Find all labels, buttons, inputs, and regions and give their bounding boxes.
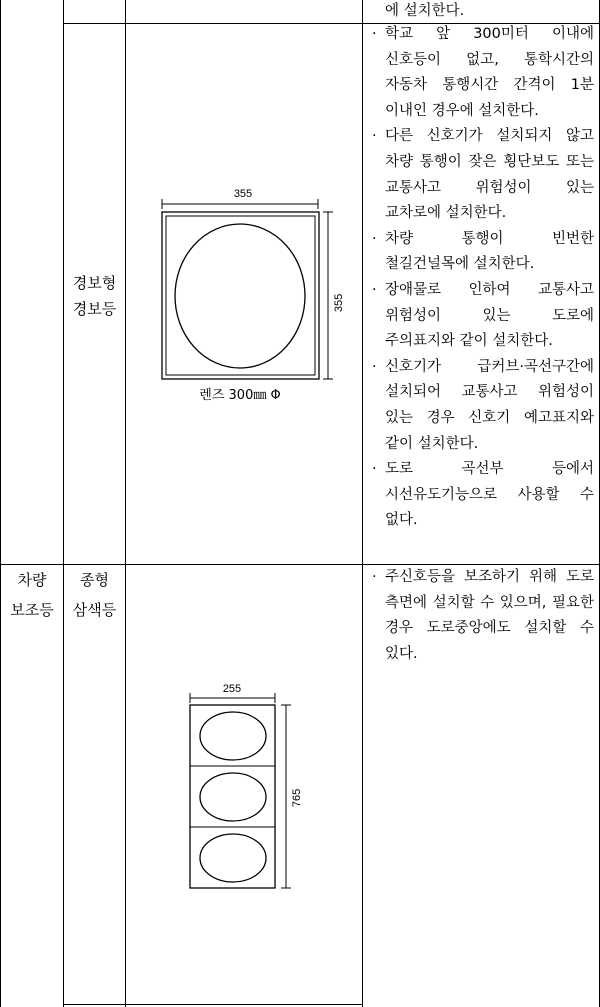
bullet: · — [372, 358, 377, 375]
auxiliary-type-label-line2: 삼색등 — [72, 601, 117, 619]
signal-lens-middle — [200, 773, 266, 821]
warning-type-label-line2: 경보등 — [72, 300, 117, 318]
width-dimension-label: 355 — [233, 188, 253, 200]
list-item: · 학교 앞 300미터 이내에 신호등이 없고, 통학시간의 자동차 통행시간 간격이 1분 이내인 경우에 설치한다. — [368, 22, 594, 124]
signal-lens-top — [200, 712, 266, 760]
continuation-text: 에 설치한다. — [385, 3, 465, 19]
warning-type-label — [64, 270, 125, 322]
signal-lens — [175, 224, 305, 368]
vertical-signal-figure — [180, 678, 320, 893]
bullet: · — [372, 26, 377, 42]
bullet: · — [372, 230, 377, 247]
bullet: · — [372, 461, 377, 478]
row-divider-bottom — [63, 1004, 363, 1005]
lens-caption: 렌즈 300㎜ Φ — [199, 388, 281, 403]
list-item: · 신호기가 급커브·곡선구간에 설치되어 교통사고 위험성이 있는 경우 신호기 예고표지와 같이 설치한다. — [368, 355, 594, 457]
table-divider-col3 — [362, 0, 363, 1007]
warning-type-label-line1: 경보형 — [72, 274, 117, 292]
list-item: · 장애물로 인하여 교통사고 위험성이 있는 도로에 주의표지와 같이 설치한다. — [368, 278, 594, 355]
table-border-left — [0, 0, 1, 1007]
category-label-line1: 차량 — [17, 571, 47, 589]
signal-lens-bottom — [200, 834, 266, 882]
width-dimension-label: 255 — [222, 683, 242, 695]
auxiliary-type-label-line1: 종형 — [80, 571, 109, 589]
auxiliary-type-label — [64, 567, 125, 623]
list-item: · 차량 통행이 빈번한 철길건널목에 설치한다. — [368, 227, 594, 278]
table-divider-col1 — [63, 0, 64, 1007]
height-dimension-label: 355 — [333, 293, 345, 313]
signal-housing-inner — [166, 216, 315, 375]
bullet: · — [372, 128, 377, 145]
warning-signal-figure — [150, 180, 355, 405]
warning-description-list — [368, 22, 594, 534]
height-dimension-label: 765 — [291, 788, 303, 808]
bullet: · — [372, 569, 377, 585]
list-item: · 다른 신호기가 설치되지 않고 차량 통행이 잦은 횡단보도 또는 교통사고 위험성이 있는 교차로에 설치한다. — [368, 124, 594, 226]
signal-housing-outer — [162, 212, 319, 379]
signal-housing — [190, 705, 275, 888]
list-item: · 주신호등을 보조하기 위해 도로 측면에 설치할 수 있으며, 필요한 경우 도로중앙에도 설치할 수 있다. — [368, 565, 594, 667]
bullet: · — [372, 281, 377, 298]
category-label-line2: 보조등 — [10, 601, 54, 619]
table-divider-col2 — [125, 0, 126, 1007]
list-item: · 도로 곡선부 등에서 시선유도기능으로 사용할 수 없다. — [368, 457, 594, 534]
category-label — [1, 567, 63, 623]
auxiliary-description-list — [368, 565, 594, 667]
